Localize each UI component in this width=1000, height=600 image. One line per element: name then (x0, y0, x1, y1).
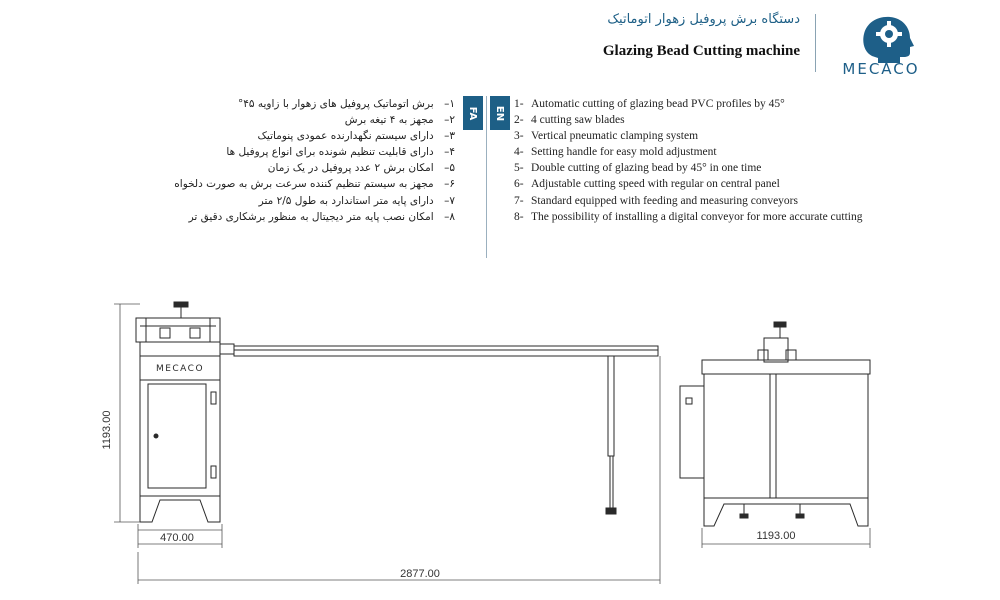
dimension-side-depth: 1193.00 (756, 530, 796, 542)
front-view-machine (136, 302, 220, 522)
badge-en: EN (490, 96, 510, 130)
technical-drawing (0, 290, 1000, 590)
feature-en-item: 7- Standard equipped with feeding and measuring conveyors (514, 194, 798, 207)
conveyor-rail (220, 344, 658, 514)
machine-brand-label: MECACO (155, 364, 205, 374)
feature-fa-item: ۲– مجهز به ۴ تیغه برش (344, 114, 455, 127)
feature-fa-item: ۵– امکان برش ۲ عدد پروفیل در یک زمان (267, 162, 455, 175)
feature-en-item: 6- Adjustable cutting speed with regular on central panel (514, 178, 780, 191)
feature-en-item: 4- Setting handle for easy mold adjustment (514, 146, 717, 159)
feature-en-item: 3- Vertical pneumatic clamping system (514, 130, 699, 143)
features-english-list (514, 96, 863, 225)
feature-fa-item: ۸– امکان نصب پایه متر دیجیتال به منظور برشکاری دقیق تر (188, 210, 455, 223)
badge-fa: FA (463, 96, 483, 130)
feature-en-item: 1- Automatic cutting of glazing bead PVC profiles by 45° (514, 98, 785, 110)
feature-fa-item: ۶– مجهز به سیستم تنظیم کننده سرعت برش به صورت دلخواه (174, 178, 455, 191)
header-divider (815, 14, 816, 72)
feature-fa-item: ۳– دارای سیستم نگهدارنده عمودی پنوماتیک (257, 130, 455, 143)
brand-name: MECACO (842, 60, 920, 78)
title-farsi: دستگاه برش پروفیل زهوار اتوماتیک (607, 12, 800, 27)
feature-fa-item: ۴– دارای قابلیت تنظیم شونده برای انواع پروفیل ها (226, 146, 455, 159)
side-view-machine (680, 322, 870, 526)
feature-fa-item: ۷– دارای پایه متر استاندارد به طول ۲/۵ متر (258, 194, 455, 207)
dimension-height: 1193.00 (101, 410, 113, 450)
feature-fa-item: ۱– برش اتوماتیک پروفیل های زهوار با زاویه ۴۵° (238, 98, 455, 110)
feature-en-item: 8- The possibility of installing a digital conveyor for more accurate cutting (514, 210, 863, 223)
dimension-front-width: 470.00 (160, 532, 194, 544)
language-divider (486, 96, 487, 258)
feature-en-item: 5- Double cutting of glazing bead by 45° in one time (514, 162, 762, 175)
features-farsi-list (174, 96, 455, 225)
dimension-total-length: 2877.00 (400, 568, 440, 580)
feature-en-item: 2- 4 cutting saw blades (514, 114, 625, 127)
title-english: Glazing Bead Cutting machine (602, 43, 800, 59)
